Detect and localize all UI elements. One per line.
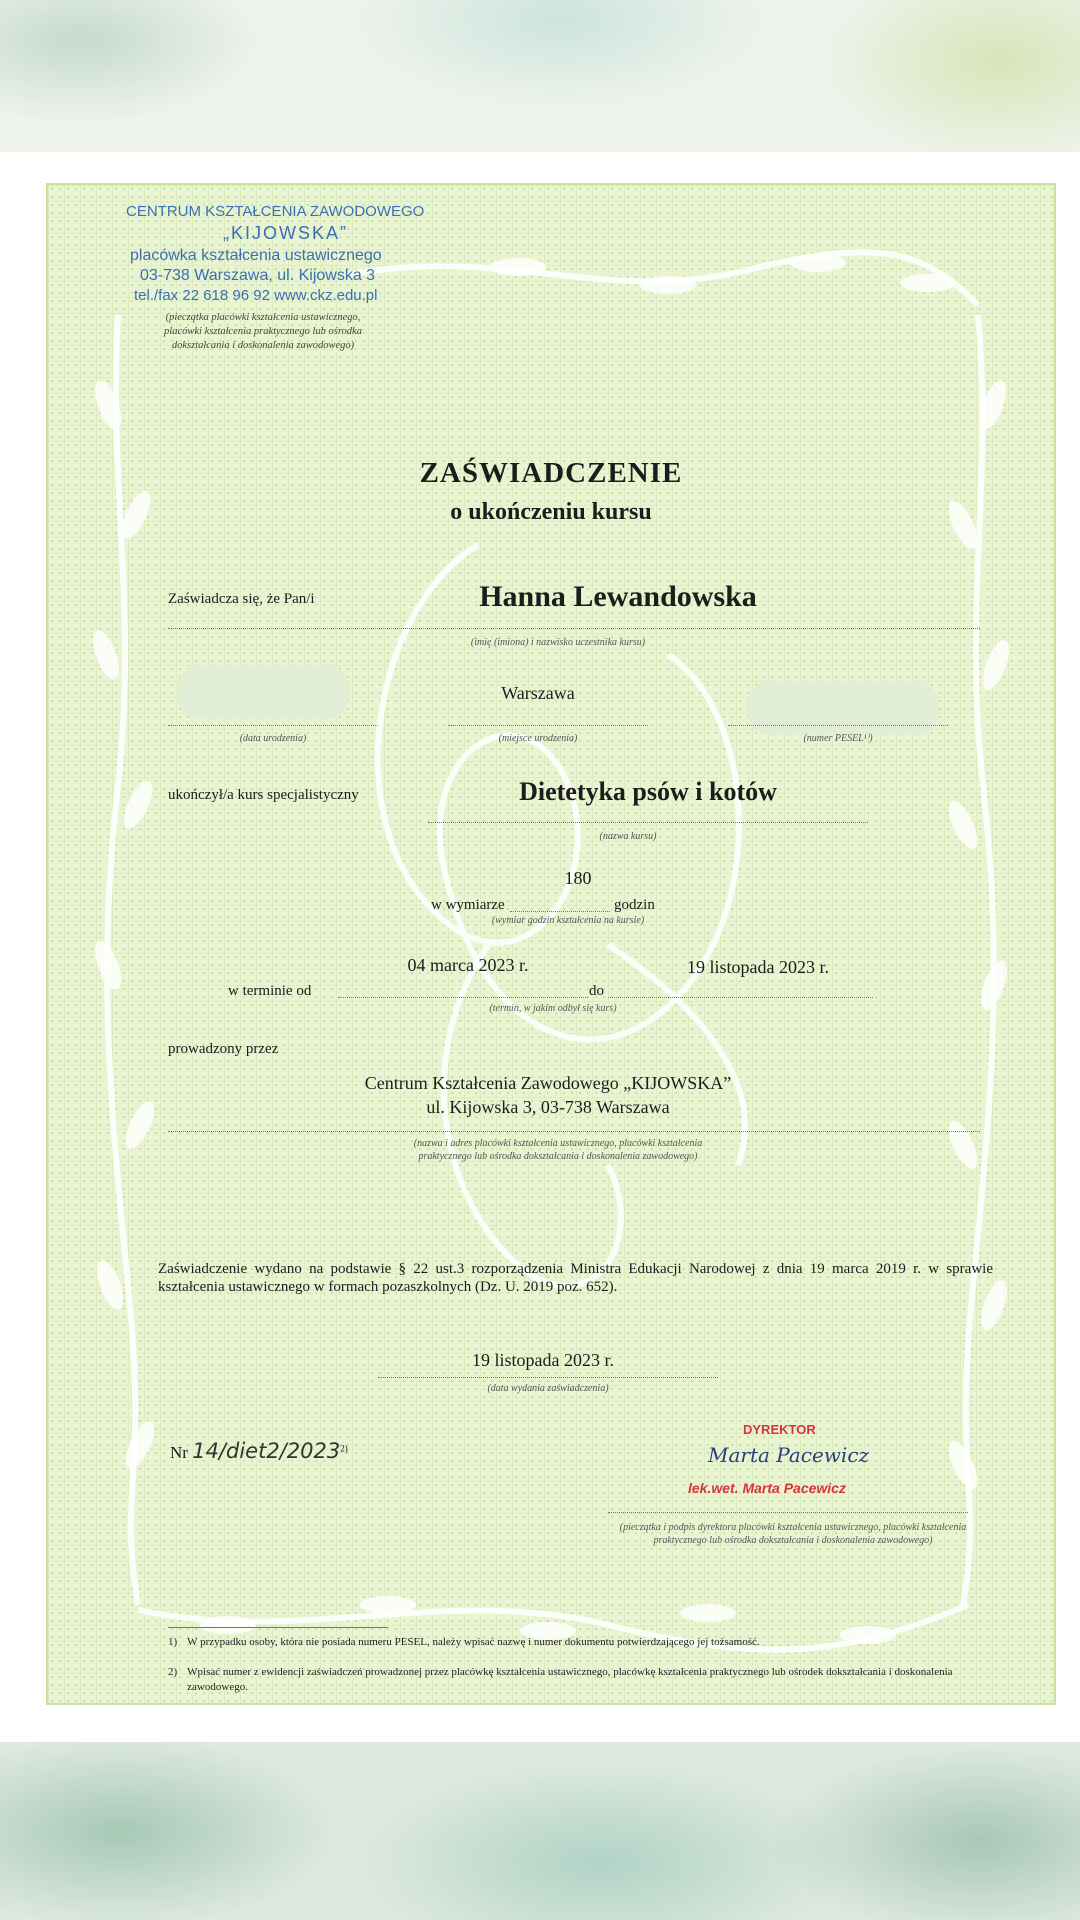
issue-date: 19 listopada 2023 r. <box>472 1350 614 1370</box>
redacted-birth-date <box>178 665 348 719</box>
birth-place-line <box>448 725 648 726</box>
provider-label: prowadzony przez <box>168 1041 279 1057</box>
director-title: DYREKTOR <box>743 1422 816 1437</box>
issue-date-caption: (data wydania zaświadczenia) <box>487 1383 609 1394</box>
course-label: ukończył/a kurs specjalistyczny <box>168 787 359 803</box>
stamp-institution-name: CENTRUM KSZTAŁCENIA ZAWODOWEGO <box>126 203 425 220</box>
birth-place-caption: (miejsce urodzenia) <box>498 733 578 744</box>
footnote-1-text: W przypadku osoby, która nie posiada numeru PESEL, należy wpisać nazwę i numer dokumentu potwierdzającego jej tożsamość. <box>187 1636 760 1648</box>
legal-basis-text: Zaświadczenie wydano na podstawie § 22 ust.3 rozporządzenia Ministra Edukacji Narodowej z dnia 19 marca 2019 r. w sprawie kształcenia ustawicznego w formach pozaszkolnych (Dz. U. 2019 poz. 652). <box>158 1261 993 1295</box>
term-start: 04 marca 2023 r. <box>407 955 529 975</box>
certificate-number <box>170 1439 348 1463</box>
term-end-line <box>608 997 873 998</box>
director-name: lek.wet. Marta Pacewicz <box>688 1480 846 1496</box>
course-name: Dietetyka psów i kotów <box>519 777 777 806</box>
course-caption: (nazwa kursu) <box>599 831 657 842</box>
stamp-institution-type: placówka kształcenia ustawicznego <box>130 247 382 264</box>
provider-line <box>168 1131 980 1132</box>
redacted-pesel <box>748 681 938 735</box>
background-watercolor-bottom <box>0 1742 1080 1920</box>
number-footnote-mark: 2) <box>340 1443 348 1454</box>
handwritten-number: 14/diet2/2023 <box>192 1439 341 1463</box>
hours-line <box>510 911 610 912</box>
stamp-contact: tel./fax 22 618 96 92 www.ckz.edu.pl <box>134 287 378 304</box>
term-label: w terminie od <box>228 983 312 999</box>
provider-name: Centrum Kształcenia Zawodowego „KIJOWSKA” <box>364 1073 732 1093</box>
provider-address: ul. Kijowska 3, 03-738 Warszawa <box>426 1097 670 1117</box>
recipient-label: Zaświadcza się, że Pan/i <box>168 591 315 607</box>
decorative-vine-frame <box>48 185 1054 1703</box>
provider-caption: (nazwa i adres placówki kształcenia ustawicznego, placówki kształcenia praktycznego lub ośrodka dokształcania i doskonalenia zawodowego) <box>413 1138 703 1162</box>
signature-line <box>608 1512 968 1513</box>
course-line <box>428 822 868 823</box>
hours-prefix: w wymiarze <box>431 897 505 913</box>
certificate-subtitle: o ukończeniu kursu <box>450 499 652 525</box>
footnote-2-text: Wpisać numer z ewidencji zaświadczeń prowadzonej przez placówkę kształcenia ustawicznego, placówkę kształcenia praktycznego lub ośrodek dokształcania i doskonalenia zawodowego. <box>187 1666 953 1693</box>
number-prefix: Nr <box>170 1443 188 1462</box>
footnote-divider <box>168 1627 388 1628</box>
term-start-line <box>338 997 588 998</box>
certificate <box>46 183 1056 1705</box>
recipient-name: Hanna Lewandowska <box>479 580 757 613</box>
hours-suffix: godzin <box>614 897 655 913</box>
footnote-2 <box>168 1665 988 1695</box>
footnote-2-mark: 2) <box>168 1666 178 1678</box>
term-caption: (termin, w jakim odbył się kurs) <box>489 1003 617 1014</box>
signature-caption: (pieczątka i podpis dyrektora placówki kształcenia ustawicznego, placówki kształcenia praktycznego lub ośrodka dokształcania i doskonalenia zawodowego) <box>619 1522 967 1546</box>
birth-date-line <box>168 725 378 726</box>
background-watercolor-top <box>0 0 1080 152</box>
issue-date-line <box>378 1377 718 1378</box>
footnote-1 <box>168 1635 988 1650</box>
recipient-caption: (imię (imiona) i nazwisko uczestnika kursu) <box>470 637 646 648</box>
birth-place: Warszawa <box>501 683 575 703</box>
stamp-caption: (pieczątka placówki kształcenia ustawicznego, placówki kształcenia praktycznego lub ośrodka dokształcania i doskonalenia zawodowego) <box>164 312 362 351</box>
certificate-title: ZAŚWIADCZENIE <box>419 457 683 489</box>
pesel-line <box>728 725 948 726</box>
pesel-caption: (numer PESEL¹⁾) <box>803 733 873 744</box>
term-to-label: do <box>589 983 604 999</box>
footnote-1-mark: 1) <box>168 1636 178 1648</box>
stamp-institution-brand: „KIJOWSKA” <box>223 223 349 243</box>
birth-date-caption: (data urodzenia) <box>239 733 307 744</box>
hours-value: 180 <box>564 868 592 888</box>
handwritten-signature: Marta Pacewicz <box>708 1443 870 1467</box>
recipient-line <box>168 628 980 629</box>
hours-caption: (wymiar godzin kształcenia na kursie) <box>491 915 645 926</box>
stamp-address: 03-738 Warszawa, ul. Kijowska 3 <box>140 267 376 284</box>
term-end: 19 listopada 2023 r. <box>687 957 829 977</box>
